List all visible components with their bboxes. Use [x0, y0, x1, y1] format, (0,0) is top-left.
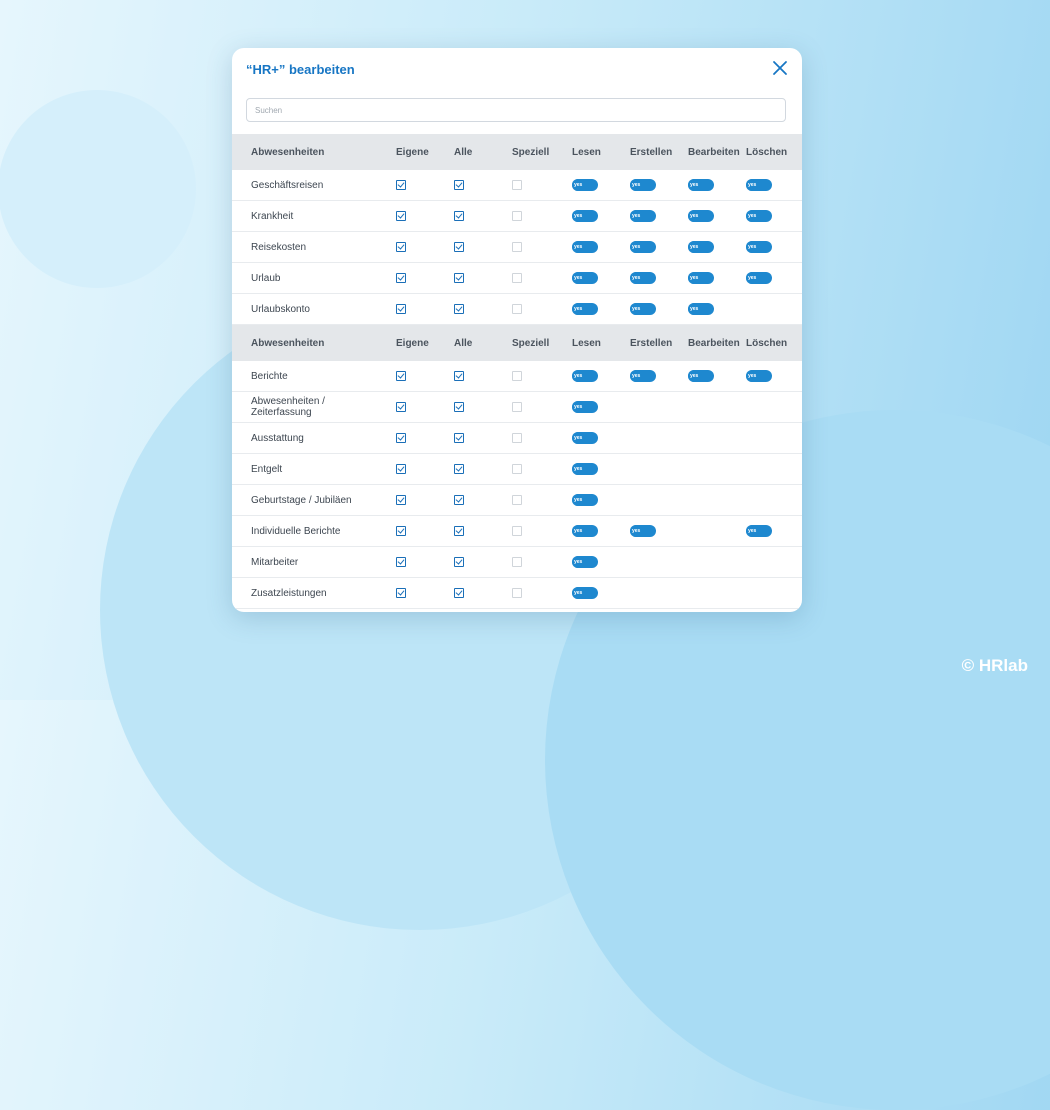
row-label: Mitarbeiter	[251, 556, 299, 568]
toggle-label: yes	[690, 373, 699, 379]
table-row	[232, 547, 802, 578]
permission-cell	[512, 170, 522, 200]
loeschen-toggle[interactable]	[746, 272, 772, 284]
toggle-label: yes	[632, 244, 641, 250]
loeschen-toggle[interactable]	[746, 370, 772, 382]
alle-checkbox[interactable]	[454, 180, 464, 190]
column-header: Speziell	[512, 337, 550, 349]
table-row	[232, 392, 802, 423]
speziell-checkbox[interactable]	[512, 495, 522, 505]
lesen-toggle[interactable]	[572, 272, 598, 284]
toggle-label: yes	[574, 435, 583, 441]
permission-cell	[572, 578, 598, 608]
toggle-label: yes	[574, 404, 583, 410]
permission-cell	[688, 263, 714, 293]
permission-cell	[396, 170, 406, 200]
toggle-label: yes	[632, 182, 641, 188]
permission-cell	[396, 232, 406, 262]
row-label: Entgelt	[251, 463, 283, 475]
table-row	[232, 361, 802, 392]
table-row	[232, 423, 802, 454]
erstellen-toggle[interactable]	[630, 303, 656, 315]
toggle-label: yes	[574, 528, 583, 534]
table-row	[232, 485, 802, 516]
speziell-checkbox[interactable]	[512, 304, 522, 314]
permission-cell	[454, 547, 464, 577]
column-header: Erstellen	[630, 337, 673, 349]
permission-cell	[454, 170, 464, 200]
dialog-title: “HR+” bearbeiten	[246, 62, 355, 77]
row-label: Urlaubskonto	[251, 303, 310, 315]
toggle-label: yes	[574, 182, 583, 188]
permission-cell	[572, 361, 598, 391]
permission-cell	[454, 392, 464, 422]
column-header: Bearbeiten	[688, 337, 740, 349]
table-row	[232, 516, 802, 547]
eigene-checkbox[interactable]	[396, 433, 406, 443]
permission-cell	[630, 201, 656, 231]
permission-cell	[454, 201, 464, 231]
permission-cell	[746, 516, 772, 546]
permission-cell	[396, 201, 406, 231]
toggle-label: yes	[690, 244, 699, 250]
permission-cell	[396, 361, 406, 391]
copyright-watermark: © HRlab	[961, 656, 1028, 675]
column-header: Alle	[454, 146, 473, 158]
bearbeiten-toggle[interactable]	[688, 370, 714, 382]
table-row	[232, 578, 802, 609]
toggle-label: yes	[574, 590, 583, 596]
lesen-toggle[interactable]	[572, 525, 598, 537]
alle-checkbox[interactable]	[454, 464, 464, 474]
toggle-label: yes	[632, 306, 641, 312]
bearbeiten-toggle[interactable]	[688, 179, 714, 191]
permission-cell	[512, 201, 522, 231]
column-header: Lesen	[572, 146, 601, 158]
permission-cell	[454, 485, 464, 515]
row-label: Krankheit	[251, 210, 294, 222]
bearbeiten-toggle[interactable]	[688, 272, 714, 284]
toggle-label: yes	[748, 275, 757, 281]
toggle-label: yes	[632, 213, 641, 219]
search-input[interactable]	[246, 98, 786, 122]
toggle-label: yes	[574, 244, 583, 250]
permission-cell	[746, 170, 772, 200]
column-header: Löschen	[746, 337, 788, 349]
speziell-checkbox[interactable]	[512, 526, 522, 536]
permission-cell	[454, 578, 464, 608]
alle-checkbox[interactable]	[454, 588, 464, 598]
permission-cell	[396, 294, 406, 324]
lesen-toggle[interactable]	[572, 401, 598, 413]
column-header: Lesen	[572, 337, 601, 349]
row-label: Individuelle Berichte	[251, 525, 341, 537]
loeschen-toggle[interactable]	[746, 241, 772, 253]
permission-cell	[512, 423, 522, 453]
lesen-toggle[interactable]	[572, 587, 598, 599]
permission-cell	[630, 294, 656, 324]
eigene-checkbox[interactable]	[396, 464, 406, 474]
row-label: Ausstattung	[251, 432, 304, 444]
section-header: Abwesenheiten	[251, 337, 325, 349]
lesen-toggle[interactable]	[572, 241, 598, 253]
toggle-label: yes	[690, 306, 699, 312]
permission-cell	[396, 454, 406, 484]
bearbeiten-toggle[interactable]	[688, 303, 714, 315]
table-row	[232, 232, 802, 263]
eigene-checkbox[interactable]	[396, 371, 406, 381]
toggle-label: yes	[748, 244, 757, 250]
close-icon[interactable]	[772, 60, 788, 76]
toggle-label: yes	[632, 275, 641, 281]
permission-cell	[630, 361, 656, 391]
permission-cell	[396, 392, 406, 422]
permission-cell	[454, 232, 464, 262]
toggle-label: yes	[574, 213, 583, 219]
table-row	[232, 263, 802, 294]
row-label: Reisekosten	[251, 241, 307, 253]
speziell-checkbox[interactable]	[512, 464, 522, 474]
column-header: Erstellen	[630, 146, 673, 158]
column-header: Löschen	[746, 146, 788, 158]
column-header: Speziell	[512, 146, 550, 158]
permission-cell	[512, 547, 522, 577]
bearbeiten-toggle[interactable]	[688, 210, 714, 222]
permission-cell	[454, 263, 464, 293]
permission-cell	[512, 485, 522, 515]
lesen-toggle[interactable]	[572, 210, 598, 222]
speziell-checkbox[interactable]	[512, 180, 522, 190]
speziell-checkbox[interactable]	[512, 402, 522, 412]
lesen-toggle[interactable]	[572, 303, 598, 315]
row-label: Urlaub	[251, 272, 281, 284]
permission-cell	[572, 454, 598, 484]
speziell-checkbox[interactable]	[512, 211, 522, 221]
toggle-label: yes	[574, 275, 583, 281]
permission-cell	[396, 263, 406, 293]
permission-cell	[512, 392, 522, 422]
alle-checkbox[interactable]	[454, 526, 464, 536]
toggle-label: yes	[574, 373, 583, 379]
alle-checkbox[interactable]	[454, 371, 464, 381]
permission-cell	[454, 361, 464, 391]
permission-cell	[630, 232, 656, 262]
permission-cell	[572, 170, 598, 200]
permission-cell	[688, 232, 714, 262]
alle-checkbox[interactable]	[454, 211, 464, 221]
toggle-label: yes	[748, 213, 757, 219]
column-header: Eigene	[396, 337, 429, 349]
permission-cell	[454, 454, 464, 484]
permission-cell	[572, 547, 598, 577]
alle-checkbox[interactable]	[454, 402, 464, 412]
alle-checkbox[interactable]	[454, 242, 464, 252]
lesen-toggle[interactable]	[572, 463, 598, 475]
permission-cell	[572, 263, 598, 293]
row-label: Abwesenheiten / Zeiterfassung	[251, 396, 325, 418]
speziell-checkbox[interactable]	[512, 242, 522, 252]
alle-checkbox[interactable]	[454, 557, 464, 567]
table-row	[232, 454, 802, 485]
permission-cell	[746, 232, 772, 262]
erstellen-toggle[interactable]	[630, 210, 656, 222]
permission-cell	[630, 516, 656, 546]
eigene-checkbox[interactable]	[396, 557, 406, 567]
eigene-checkbox[interactable]	[396, 304, 406, 314]
column-header: Alle	[454, 337, 473, 349]
permission-cell	[572, 294, 598, 324]
permission-cell	[572, 232, 598, 262]
eigene-checkbox[interactable]	[396, 495, 406, 505]
background-circle	[0, 90, 196, 288]
permission-cell	[630, 263, 656, 293]
permission-cell	[512, 516, 522, 546]
speziell-checkbox[interactable]	[512, 557, 522, 567]
edit-permissions-dialog	[232, 48, 802, 612]
permission-cell	[454, 294, 464, 324]
row-label: Zusatzleistungen	[251, 587, 327, 599]
alle-checkbox[interactable]	[454, 273, 464, 283]
toggle-label: yes	[574, 466, 583, 472]
permission-cell	[688, 294, 714, 324]
loeschen-toggle[interactable]	[746, 210, 772, 222]
toggle-label: yes	[632, 528, 641, 534]
table-row	[232, 170, 802, 201]
speziell-checkbox[interactable]	[512, 371, 522, 381]
erstellen-toggle[interactable]	[630, 525, 656, 537]
alle-checkbox[interactable]	[454, 304, 464, 314]
permission-cell	[572, 423, 598, 453]
table-row	[232, 294, 802, 325]
loeschen-toggle[interactable]	[746, 179, 772, 191]
permission-cell	[572, 516, 598, 546]
toggle-label: yes	[748, 528, 757, 534]
toggle-label: yes	[690, 213, 699, 219]
eigene-checkbox[interactable]	[396, 180, 406, 190]
speziell-checkbox[interactable]	[512, 433, 522, 443]
column-header: Bearbeiten	[688, 146, 740, 158]
table-row	[232, 201, 802, 232]
permission-cell	[688, 170, 714, 200]
erstellen-toggle[interactable]	[630, 272, 656, 284]
permission-cell	[512, 361, 522, 391]
permission-cell	[688, 201, 714, 231]
toggle-label: yes	[748, 182, 757, 188]
permission-cell	[512, 454, 522, 484]
bearbeiten-toggle[interactable]	[688, 241, 714, 253]
speziell-checkbox[interactable]	[512, 273, 522, 283]
permission-cell	[396, 485, 406, 515]
loeschen-toggle[interactable]	[746, 525, 772, 537]
permission-cell	[396, 516, 406, 546]
eigene-checkbox[interactable]	[396, 273, 406, 283]
table-header-row	[232, 325, 802, 361]
permission-cell	[396, 423, 406, 453]
permission-cell	[396, 547, 406, 577]
permission-cell	[746, 263, 772, 293]
row-label: Geburtstage / Jubiläen	[251, 494, 352, 506]
eigene-checkbox[interactable]	[396, 402, 406, 412]
permission-cell	[688, 361, 714, 391]
permission-cell	[512, 263, 522, 293]
toggle-label: yes	[574, 306, 583, 312]
toggle-label: yes	[748, 373, 757, 379]
eigene-checkbox[interactable]	[396, 588, 406, 598]
toggle-label: yes	[690, 275, 699, 281]
permission-cell	[512, 578, 522, 608]
lesen-toggle[interactable]	[572, 494, 598, 506]
permission-cell	[746, 201, 772, 231]
eigene-checkbox[interactable]	[396, 211, 406, 221]
lesen-toggle[interactable]	[572, 370, 598, 382]
toggle-label: yes	[574, 559, 583, 565]
toggle-label: yes	[574, 497, 583, 503]
permission-cell	[746, 361, 772, 391]
erstellen-toggle[interactable]	[630, 179, 656, 191]
permission-cell	[396, 578, 406, 608]
row-label: Geschäftsreisen	[251, 179, 324, 191]
eigene-checkbox[interactable]	[396, 526, 406, 536]
permission-cell	[512, 294, 522, 324]
alle-checkbox[interactable]	[454, 433, 464, 443]
permission-cell	[512, 232, 522, 262]
row-label: Berichte	[251, 370, 288, 382]
speziell-checkbox[interactable]	[512, 588, 522, 598]
permission-cell	[572, 201, 598, 231]
permissions-table	[232, 134, 802, 609]
lesen-toggle[interactable]	[572, 179, 598, 191]
eigene-checkbox[interactable]	[396, 242, 406, 252]
section-header: Abwesenheiten	[251, 146, 325, 158]
toggle-label: yes	[690, 182, 699, 188]
permission-cell	[454, 423, 464, 453]
permission-cell	[572, 485, 598, 515]
table-header-row	[232, 134, 802, 170]
alle-checkbox[interactable]	[454, 495, 464, 505]
lesen-toggle[interactable]	[572, 432, 598, 444]
erstellen-toggle[interactable]	[630, 241, 656, 253]
lesen-toggle[interactable]	[572, 556, 598, 568]
erstellen-toggle[interactable]	[630, 370, 656, 382]
toggle-label: yes	[632, 373, 641, 379]
permission-cell	[572, 392, 598, 422]
permission-cell	[630, 170, 656, 200]
permission-cell	[454, 516, 464, 546]
column-header: Eigene	[396, 146, 429, 158]
